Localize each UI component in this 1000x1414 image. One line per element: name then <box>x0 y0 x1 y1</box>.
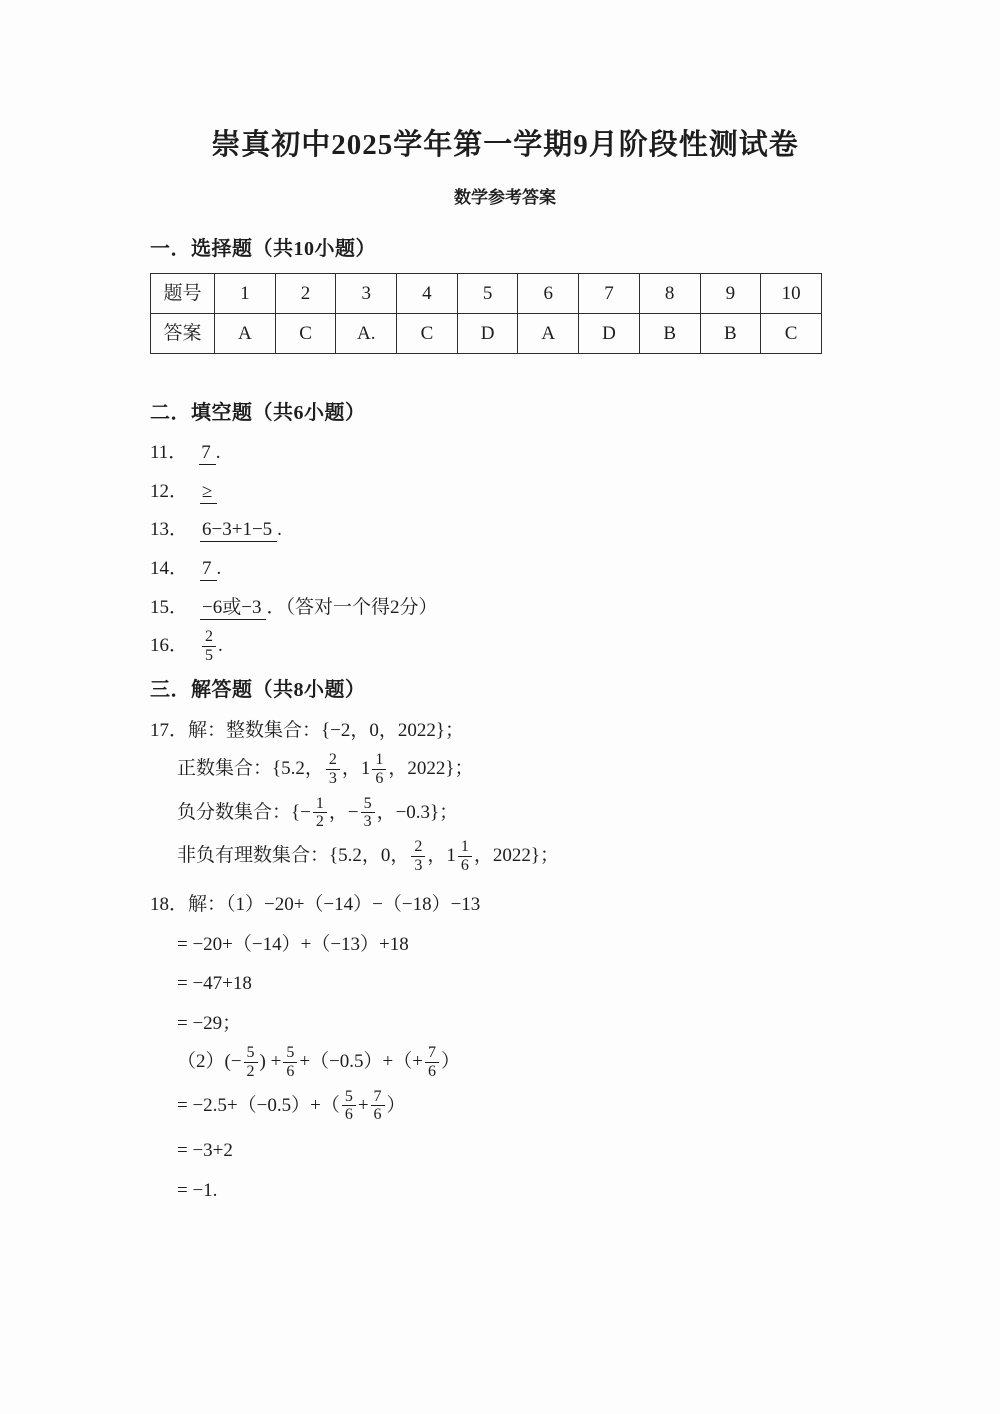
fill-item-15 <box>150 595 860 621</box>
q18-part1-expression: 18．解：（1）−20+（−14）−（−18）−13 <box>150 894 481 916</box>
fraction-denominator: 6 <box>425 1062 439 1081</box>
fraction-numerator: 1 <box>315 794 324 812</box>
table-header-label: 题号 <box>151 274 215 314</box>
fraction-denominator: 6 <box>283 1062 297 1081</box>
answer-underlined: 6−3+1−5 <box>200 519 277 542</box>
fraction <box>425 1044 439 1081</box>
table-cell: 4 <box>397 274 458 314</box>
answer-underlined: 7 <box>200 558 217 581</box>
text-segment: +（−0.5）+（+ <box>299 1050 423 1072</box>
table-cell: B <box>639 314 700 354</box>
table-cell: D <box>457 314 518 354</box>
table-cell: 5 <box>457 274 518 314</box>
text-segment: ，1 <box>341 757 371 779</box>
table-cell: 7 <box>579 274 640 314</box>
text-segment: ，1 <box>427 845 456 867</box>
table-answer-label: 答案 <box>151 314 215 354</box>
fraction-numerator: 5 <box>246 1043 255 1061</box>
answer-suffix: . <box>215 442 221 464</box>
fraction-numerator: 5 <box>363 794 372 812</box>
table-cell: 3 <box>336 274 397 314</box>
question-number: 14． <box>150 558 189 579</box>
fraction-denominator: 3 <box>361 812 375 831</box>
table-cell: C <box>275 314 336 354</box>
table-cell: 2 <box>275 274 336 314</box>
text-segment: ) + <box>259 1050 282 1072</box>
fraction-denominator: 5 <box>202 646 216 665</box>
answer-underlined: ≥ <box>200 481 217 504</box>
table-cell: 1 <box>215 274 276 314</box>
q17-line-positives <box>177 751 860 788</box>
q18-part1-result: = −29； <box>177 1013 242 1035</box>
table-row-answers <box>151 314 822 354</box>
fraction-denominator: 6 <box>372 769 386 788</box>
fraction <box>361 795 375 832</box>
fraction-denominator: 6 <box>458 856 472 875</box>
question-number: 15． <box>150 596 189 618</box>
q18-step: = −3+2 <box>177 1140 233 1162</box>
fraction <box>342 1088 356 1125</box>
question-number: 12． <box>150 480 189 502</box>
q17-line-nonneg-rationals <box>177 838 860 875</box>
text-segment: ，−0.3}； <box>376 801 459 823</box>
fraction-numerator: 2 <box>328 750 337 768</box>
question-number: 13． <box>150 519 189 541</box>
fraction-denominator: 6 <box>342 1105 356 1124</box>
answer-suffix: . <box>218 635 223 657</box>
table-cell: 8 <box>639 274 700 314</box>
text-segment: ） <box>386 1094 406 1116</box>
table-cell: 6 <box>518 274 579 314</box>
table-cell: D <box>579 314 640 354</box>
fraction-numerator: 1 <box>375 750 384 768</box>
text-segment: ，2022}； <box>388 757 474 779</box>
fraction <box>372 751 386 788</box>
fraction-numerator: 1 <box>460 838 469 856</box>
section-heading-fill: 二．填空题（共6小题） <box>150 402 366 425</box>
fraction <box>283 1044 297 1081</box>
q18-step: = −20+（−14）+（−13）+18 <box>177 933 409 955</box>
q18-part2-result: = −1. <box>177 1180 218 1201</box>
table-cell: 9 <box>700 274 761 314</box>
table-cell: C <box>397 314 458 354</box>
q17-line-negative-fractions <box>177 795 860 832</box>
fraction-numerator: 5 <box>344 1087 353 1105</box>
text-segment: 正数集合：{5.2， <box>177 757 324 779</box>
answer-suffix: . <box>216 558 222 579</box>
text-segment: = −2.5+（−0.5）+（ <box>177 1094 340 1116</box>
q17-line-integers: 17．解：整数集合：{−2，0，2022}； <box>150 720 464 742</box>
section-heading-choice: 一．选择题（共10小题） <box>150 238 376 261</box>
table-cell: A <box>518 314 579 354</box>
fill-item-14 <box>150 556 860 582</box>
text-segment: 非负有理数集合：{5.2，0， <box>177 845 410 867</box>
answer-suffix: ．（答对一个得2分） <box>266 596 438 618</box>
table-cell: A. <box>336 314 397 354</box>
fraction <box>371 1088 385 1125</box>
q18-step-fractions <box>177 1088 860 1125</box>
text-segment: ，2022}； <box>473 845 560 867</box>
table-cell: B <box>700 314 761 354</box>
text-segment: ） <box>440 1050 460 1072</box>
table-cell: C <box>761 314 822 354</box>
fraction <box>458 838 472 875</box>
fraction <box>411 838 425 875</box>
fraction-numerator: 7 <box>373 1087 382 1105</box>
fill-item-11 <box>150 440 860 466</box>
fraction <box>244 1044 258 1081</box>
q18-step: = −47+18 <box>177 973 252 995</box>
fraction-denominator: 3 <box>411 856 425 875</box>
fill-item-12 <box>150 479 860 505</box>
text-segment: （2）(− <box>177 1050 242 1072</box>
doc-title: 崇真初中2025学年第一学期9月阶段性测试卷 <box>211 129 799 161</box>
fraction-denominator: 2 <box>244 1062 258 1081</box>
answer-underlined: −6或−3 <box>200 597 266 620</box>
fill-item-16 <box>150 628 860 665</box>
table-cell: 10 <box>761 274 822 314</box>
answer-underlined: 7 <box>199 442 216 465</box>
text-segment: ，− <box>328 801 359 823</box>
q18-part2-expression <box>177 1044 860 1081</box>
fraction-numerator: 2 <box>414 838 423 856</box>
fraction-denominator: 3 <box>326 769 340 788</box>
fraction-numerator: 7 <box>427 1043 436 1061</box>
question-number: 11． <box>150 442 188 464</box>
fill-item-13 <box>150 517 860 543</box>
answer-sheet <box>0 126 1000 1204</box>
answer-suffix: . <box>277 519 282 541</box>
section-heading-solution: 三．解答题（共8小题） <box>150 679 366 702</box>
choice-answer-table <box>150 273 822 354</box>
fraction-numerator: 2 <box>205 628 214 646</box>
text-segment: 负分数集合：{− <box>177 801 311 823</box>
table-row-numbers <box>151 274 822 314</box>
fraction-denominator: 6 <box>371 1105 385 1124</box>
fraction <box>313 795 327 832</box>
table-cell: A <box>215 314 276 354</box>
question-number: 16． <box>150 635 189 657</box>
doc-subtitle: 数学参考答案 <box>454 188 556 208</box>
text-segment: + <box>357 1094 369 1116</box>
fraction-numerator: 5 <box>286 1043 295 1061</box>
fraction-denominator: 2 <box>313 812 327 831</box>
fraction <box>326 751 340 788</box>
fraction <box>202 628 216 665</box>
